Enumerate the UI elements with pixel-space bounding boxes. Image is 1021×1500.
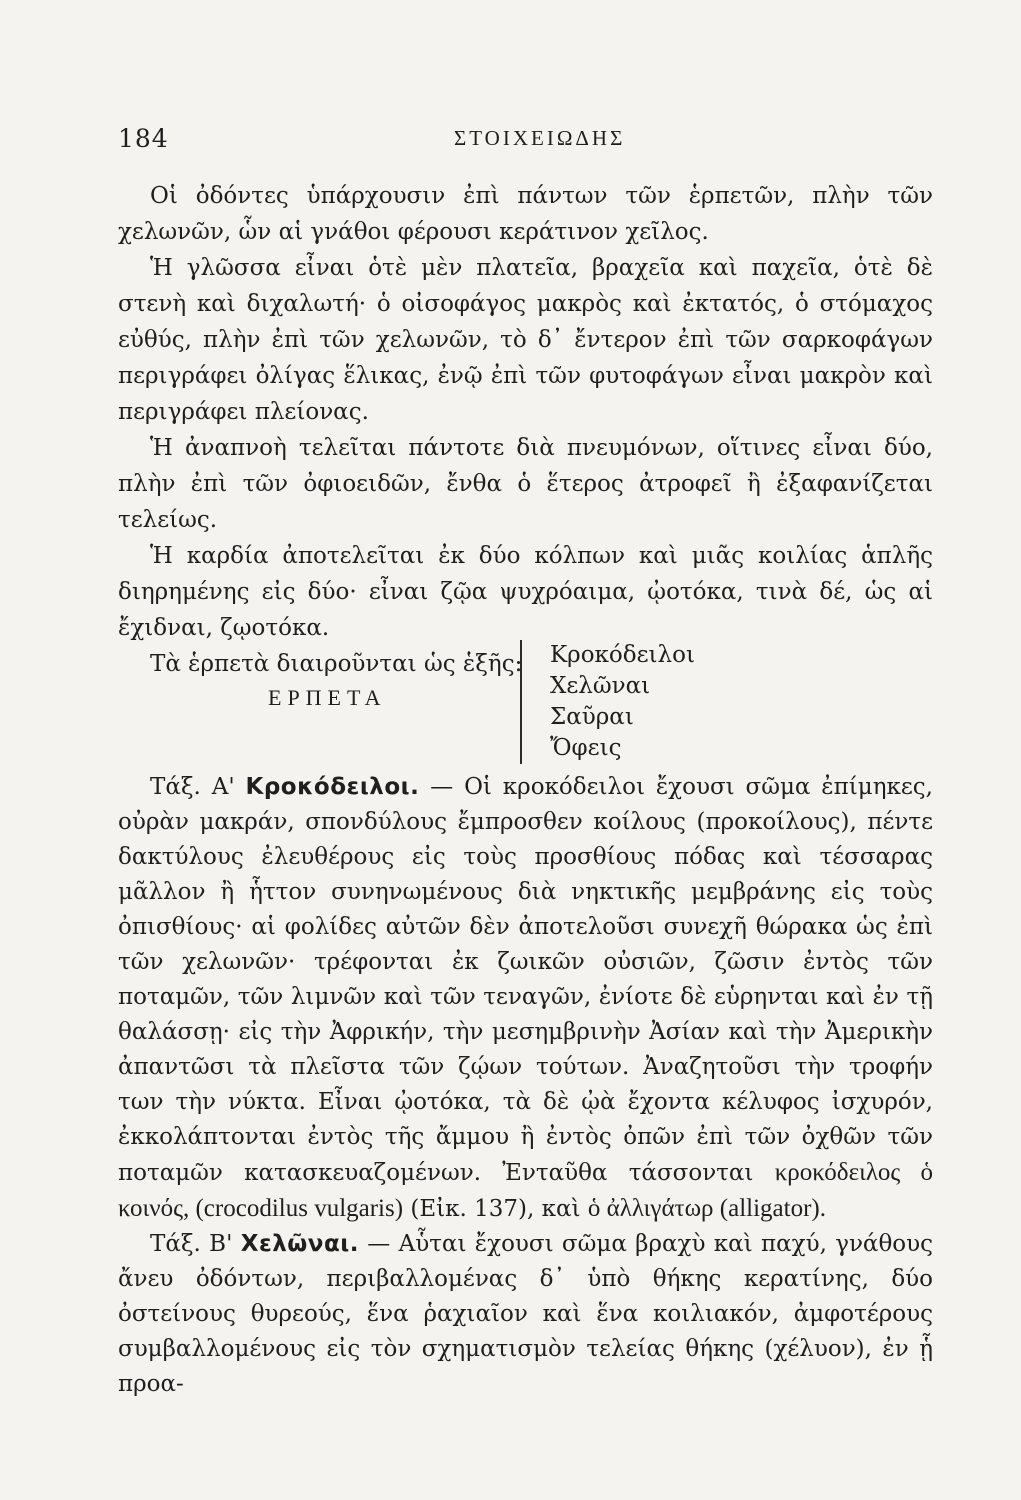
section-a-text: — Οἱ κροκόδειλοι ἔχουσι σῶμα ἐπίμηκες, οὐρὰν μακράν, σπονδύλους ἔμπροσθεν κοίλους (προκοίλους), πέντε δακτύλους ἐλευθέρους εἰς τοὺς προσθίους πόδας καὶ τέσσαρας μᾶλλον ἢ ἧττον συνηνωμένους διὰ νηκτικῆς μεμβράνης εἰς τοὺς ὀπισθίους· αἱ φολίδες αὐτῶν δὲν ἀποτελοῦσι συνεχῆ θώρακα ὡς ἐπὶ τῶν χελωνῶν· τρέφονται ἐκ ζωικῶν οὐσιῶν, ζῶσιν ἐντὸς τῶν ποταμῶν, τῶν λιμνῶν καὶ τῶν τεναγῶν, ἐνίοτε δὲ εὑρηνται καὶ ἐν τῇ θαλάσσῃ· εἰς τὴν Ἀφρικήν, τὴν μεσημβρινὴν Ἀσίαν καὶ τὴν Ἀμερικὴν ἀπαντῶσι τὰ πλεῖστα τῶν ζῴων τούτων. Ἀναζητοῦσι τὴν τροφήν των τὴν νύκτα. Εἶναι ᾠοτόκα, τὰ δὲ ᾠὰ ἔχοντα κέλυφος ἰσχυρόν, ἐκκολάπτονται ἐντὸς τῆς ἄμμου ἢ ἐντὸς ὀπῶν ἐπὶ τῶν ὀχθῶν τῶν ποταμῶν κατασκευαζομένων. [118,774,933,1186]
page-number: 184 [118,124,169,153]
classification-table [118,640,818,765]
classification-item: Χελῶναι [550,673,651,699]
brace-divider [520,640,532,764]
paragraph: Ἡ καρδία ἀποτελεῖται ἐκ δύο κόλπων καὶ μιᾶς κοιλίας ἁπλῆς διηρημένης εἰς δύο· εἶναι ζῷα ψυχρόαιμα, ᾠοτόκα, τινὰ δέ, ὡς αἱ ἔχιδναι, ζῳοτόκα. [118,543,933,641]
body-text-top [118,178,933,682]
classification-item: Κροκόδειλοι [550,642,695,668]
section-a-title: Κροκόδειλοι. [245,774,420,800]
paragraph: Ἡ ἀναπνοὴ τελεῖται πάντοτε διὰ πνευμόνων, οἵτινες εἶναι δύο, πλὴν ἐπὶ τῶν ὀφιοειδῶν, ἔνθα ὁ ἕτερος ἀτροφεῖ ἢ ἐξαφανίζεται τελείως. [118,435,933,533]
classification-item: Ὄφεις [550,735,622,761]
section-a-closing-2: (Εἰκ. 137), καὶ [403,1196,588,1222]
paragraph: Οἱ ὀδόντες ὑπάρχουσιν ἐπὶ πάντων τῶν ἑρπετῶν, πλὴν τῶν χελωνῶν, ὧν αἱ γνάθοι φέρουσι κεράτινον χεῖλος. [118,183,933,245]
paragraph: Τὰ ἑρπετὰ διαιροῦνται ὡς ἑξῆς: [150,651,523,677]
paragraph: Ἡ γλῶσσα εἶναι ὁτὲ μὲν πλατεῖα, βραχεῖα καὶ παχεῖα, ὁτὲ δὲ στενὴ καὶ διχαλωτή· ὁ οἰσοφάγος μακρὸς καὶ ἐκτατός, ὁ στόμαχος εὐθύς, πλὴν ἐπὶ τῶν χελωνῶν, τὸ δ᾽ ἔντερον ἐπὶ τῶν σαρκοφάγων περιγράφει ὀλίγας ἕλικας, ἐνῷ ἐπὶ τῶν φυτοφάγων εἶναι μακρὸν καὶ περιγράφει πλείονας. [118,255,933,425]
section-a-paragraph [118,770,933,1227]
species-crocodilus: κροκόδειλος ὁ κοινός, (crocodilus vulgaris) [118,1159,934,1222]
classification-list [550,640,695,764]
body-text-bottom [118,770,933,1402]
classification-item: Σαῦραι [550,704,634,730]
section-b-prefix: Τάξ. Β' [150,1231,233,1257]
species-alligator: ὁ ἀλλιγάτωρ (alligator). [587,1195,826,1222]
section-b-text: — Αὗται ἔχουσι σῶμα βραχὺ καὶ παχύ, γνάθους ἄνευ ὀδόντων, περιβαλλομένας δ᾽ ὑπὸ θήκης κερατίνης, δύο ὀστείνους θυρεούς, ἕνα ῥαχιαῖον καὶ ἕνα κοιλιακόν, ἀμφοτέρους συμβαλλομένους εἰς τὸν σχηματισμὸν τελείας θήκης (χέλυον), ἐν ᾗ προα- [118,1231,934,1397]
page-header [118,124,908,154]
section-a-prefix: Τάξ. Α' [150,774,235,800]
classification-title: ΕΡΠΕΤΑ [268,685,387,710]
section-b-paragraph [118,1227,933,1402]
running-title: ΣΤΟΙΧΕΙΩΔΗΣ [454,126,626,150]
section-a-closing-1: Ἐνταῦθα τάσσονται [502,1160,775,1186]
section-b-title: Χελῶναι. [240,1231,359,1257]
